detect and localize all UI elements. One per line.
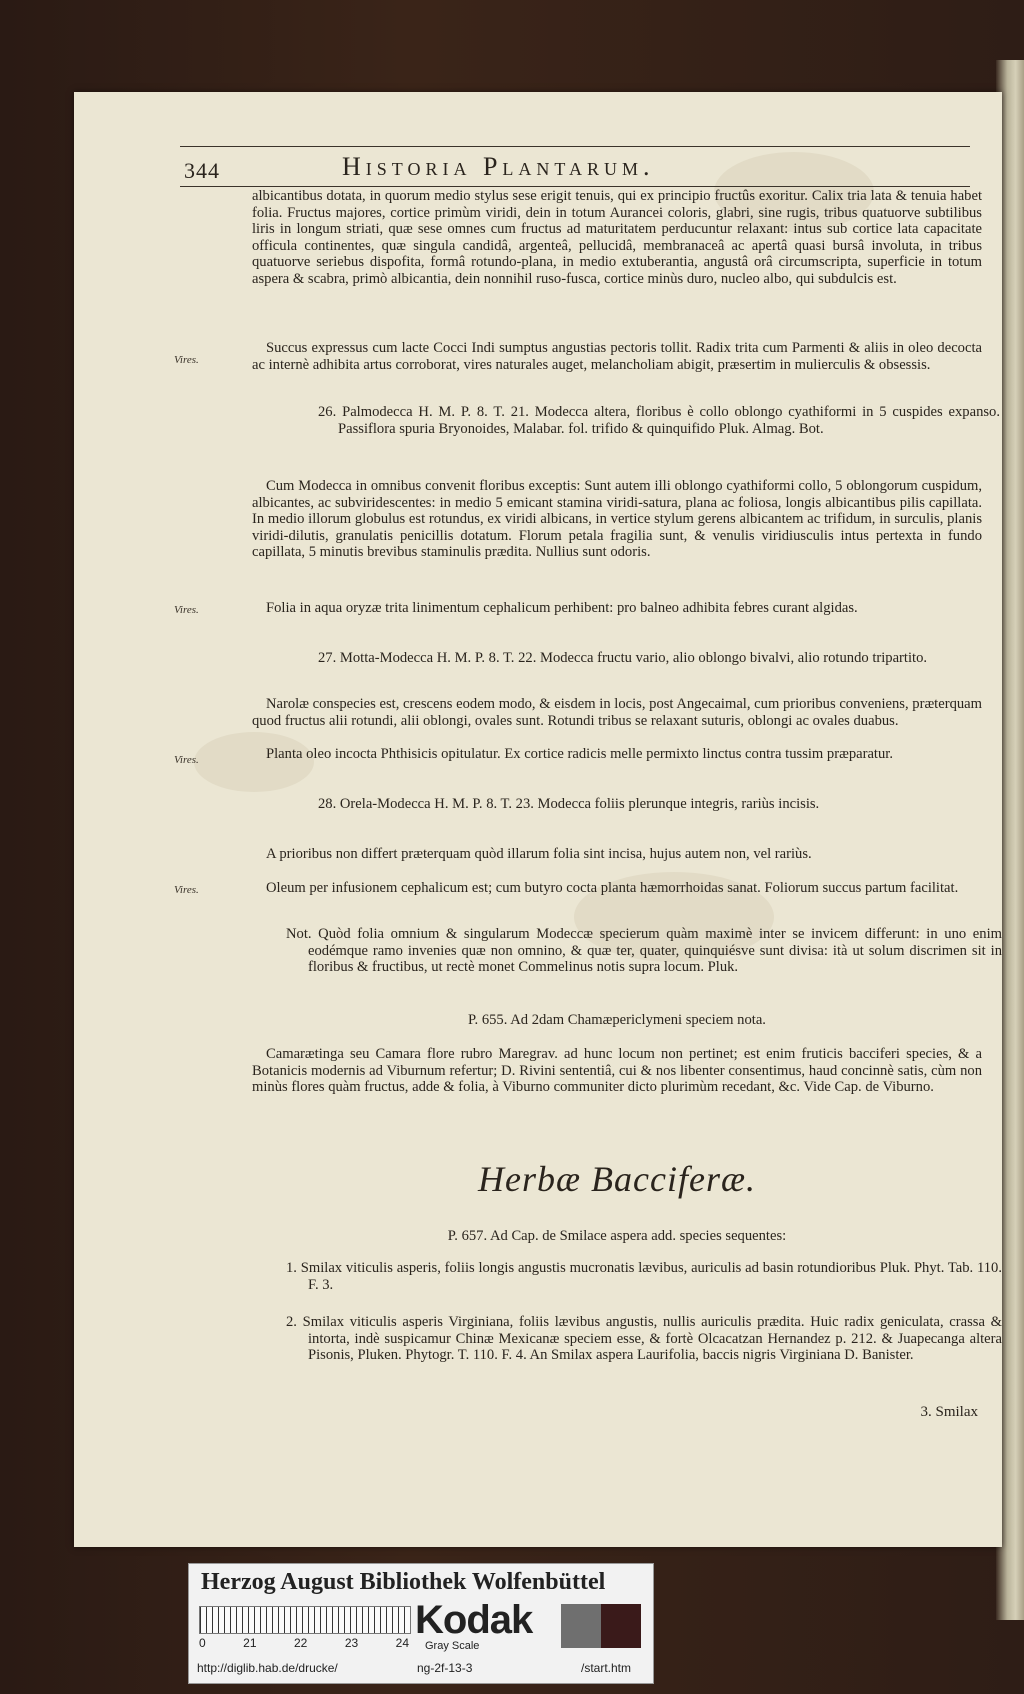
species-entry-27: 27. Motta-Modecca H. M. P. 8. T. 22. Modecca fructu vario, alio oblongo bivalvi, alio rotundo tripartito. (318, 650, 928, 666)
paragraph-prioribus: A prioribus non differt præterquam quòd illarum folia sint incisa, hujus autem non, vel rariùs. (266, 846, 812, 862)
paragraph-vires-1: Succus expressus cum lacte Cocci Indi sumptus angustias pectoris tollit. Radix trita cum Parmenti & aliis in oleo decocta ac internè adhibita artus corroborat, vires naturales auget, melancholiam abigit, præsertim in mulierculis & obsessis. (252, 340, 982, 373)
scale-ruler (199, 1606, 411, 1634)
section-heading: Herbæ Bacciferæ. (478, 1159, 756, 1199)
species-entry-26: 26. Palmodecca H. M. P. 8. T. 21. Modecca altera, floribus è collo oblongo cyathiformi in 5 cuspides expanso. Passiflora spuria Bryonoides, Malabar. fol. trifido & quinquifido Pluk. Almag. Bot. (318, 404, 1000, 437)
ruler-number: 24 (395, 1636, 409, 1650)
paragraph-fruit-description: albicantibus dotata, in quorum medio stylus sese erigit tenuis, qui ex principio fructûs exoritur. Calix tria lata & tenuia habet folia. Fructus majores, cortice primùm viridi, dein in totum Aurancei coloris, glabri, sine rugis, tribus quatuorve subtilibus liris in longum striati, quæ sese omnes cum fructus ad maturitatem perducuntur relaxant: intus sub cortice lata capacitate officula continentes, quæ singula candidâ, argenteâ, pellucidâ, membranaceâ ac apertâ quasi bursâ involuta, in tribus quatuorve seriebus dispofita, formâ rotundo-plana, in medio extuberantia, angustâ orâ circumscripta, superficie in totum aspera & scabra, primò albicantia, dein nonnihil ruso-fusca, cortice minùs duro, nucleo albo, qui subdulcis est. (252, 188, 982, 287)
species-entry-28: 28. Orela-Modecca H. M. P. 8. T. 23. Modecca foliis plerunque integris, rariùs incisis. (318, 796, 820, 812)
page-reference-655: P. 655. Ad 2dam Chamæpericlymeni speciem nota. (468, 1012, 766, 1028)
url-right: /start.htm (581, 1661, 632, 1675)
ruler-number: 21 (243, 1636, 257, 1650)
gray-swatch (561, 1604, 601, 1648)
catchword: 3. Smilax (920, 1404, 978, 1420)
library-label (188, 1563, 654, 1684)
ruler-number: 23 (344, 1636, 359, 1650)
kodak-logo: Kodak (415, 1598, 533, 1642)
margin-note-vires: Vires. (174, 354, 199, 366)
margin-note-vires: Vires. (174, 604, 199, 616)
ruler-number: 0 (199, 1636, 206, 1650)
url-left: http://diglib.hab.de/drucke/ (197, 1661, 338, 1675)
paragraph-camaraetinga: Camarætinga seu Camara flore rubro Maregrav. ad hunc locum non pertinet; est enim fruticis bacciferi species, & a Botanicis modernis ad Viburnum refertur; D. Rivini sententiâ, cui & nos libenter consentimus, haud concinnè satis, cùm non minùs flores quàm fructus, adde & folia, à Viburno communiter dicto plurimùm recedant, &c. Vide Cap. de Viburno. (252, 1046, 982, 1096)
header-rule-bottom (180, 186, 970, 187)
margin-note-vires: Vires. (174, 754, 199, 766)
paragraph-vires-2: Folia in aqua oryzæ trita linimentum cephalicum perhibent: pro balneo adhibita febres curant algidas. (266, 600, 858, 616)
header-rule-top (180, 146, 970, 147)
library-name: Herzog August Bibliothek Wolfenbüttel (201, 1569, 606, 1595)
running-title: Historia Plantarum. (342, 152, 655, 181)
document-page (74, 92, 1002, 1547)
smilax-entry-1: 1. Smilax viticulis asperis, foliis longis angustis mucronatis lævibus, auriculis ad basin rotundioribus Pluk. Phyt. Tab. 110. F. 3. (286, 1260, 1002, 1293)
page-reference-657: P. 657. Ad Cap. de Smilace aspera add. species sequentes: (447, 1228, 787, 1244)
gray-scale-label: Gray Scale (425, 1640, 480, 1652)
dark-swatch (601, 1604, 641, 1648)
paragraph-modecca-description: Cum Modecca in omnibus convenit floribus exceptis: Sunt autem illi oblongo cyathiformi collo, 5 oblongorum cuspidum, albicantes, ac subviridescentes: in medio 5 emicant stamina viridi-satura, plana ac foliosa, longis albicantibus pilis capillata. In medio illorum globulus est rotundus, ex viridi albicans, in vertice stylum gerens albicantem ac trifidum, in surculis, planis viridi-dilutis, granulatis penicillis dotatum. Florum petala fragilia sunt, & venulis viridiusculis intus pertexta in fundo capillata, 5 minutis brevibus staminulis prædita. Nullius sunt odoris. (252, 478, 982, 561)
ruler-number: 22 (293, 1636, 308, 1650)
page-number: 344 (184, 158, 220, 183)
paragraph-vires-4: Oleum per infusionem cephalicum est; cum butyro cocta planta hæmorrhoidas sanat. Foliorum succus partum facilitat. (266, 880, 959, 896)
ruler-numbers (199, 1636, 409, 1650)
url-mid: ng-2f-13-3 (417, 1661, 473, 1675)
margin-note-vires: Vires. (174, 884, 199, 896)
paragraph-narolae: Narolæ conspecies est, crescens eodem modo, & eisdem in locis, post Angecaimal, cum prioribus conveniens, præterquam quod fructus alii rotundi, alii oblongi, ovales sunt. Rotundi tribus se relaxant suturis, oblongi ac ovales duabus. (252, 696, 982, 729)
note-plukenet: Not. Quòd folia omnium & singularum Modeccæ specierum quàm maximè inter se invicem differunt: in uno enim eodémque ramo invenies quæ non omnino, & quæ ter, quater, quinquiésve sunt divisa: ità ut solum discrimen sit in floribus & fructibus, ut rectè monet Commelinus notis supra locum. Pluk. (286, 926, 1002, 976)
paragraph-vires-3: Planta oleo incocta Phthisicis opitulatur. Ex cortice radicis melle permixto linctus contra tussim præparatur. (266, 746, 893, 762)
smilax-entry-2: 2. Smilax viticulis asperis Virginiana, foliis lævibus angustis, nullis auriculis prædita. Huic radix geniculata, crassa & intorta, indè suspicamur Chinæ Mexicanæ speciem esse, & fortè Olcacatzan Hernandez p. 212. & Juapecanga altera Pisonis, Pluken. Phytogr. T. 110. F. 4. An Smilax aspera Laurifolia, baccis nigris Virginiana D. Banister. (286, 1314, 1002, 1364)
page-content (74, 92, 1002, 1547)
